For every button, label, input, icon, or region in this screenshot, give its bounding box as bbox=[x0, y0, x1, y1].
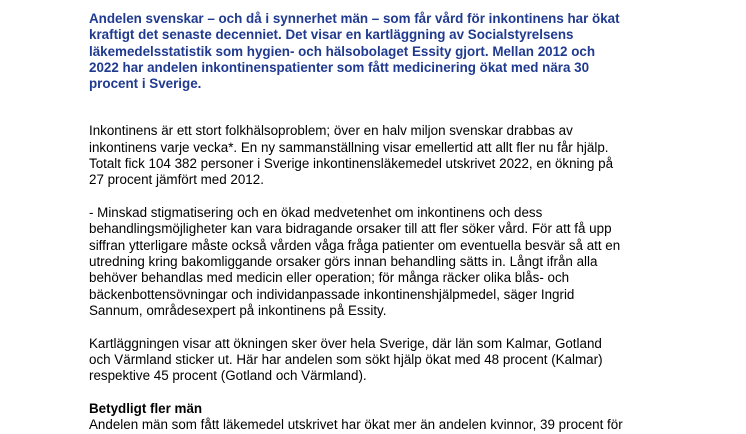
body-paragraph-3: Kartläggningen visar att ökningen sker över hela Sverige, där län som Kalmar, Gotland och Värmland sticker ut. Här har andelen som sökt hjälp ökat med 48 procent (Kalmar) respektive 45 procent (Gotland och Värmland). bbox=[89, 335, 603, 384]
body-paragraph-2: - Minskad stigmatisering och en ökad medvetenhet om inkontinens och dess behandlingsmöjligheter kan vara bidragande orsaker till att fler söker vård. För att få upp siffran ytterligare måste också vården våga fråga patienter om eventuella besvär så att en utredning kring bakomliggande orsaker görs innan behandling sätts in. Långt ifrån alla behöver behandlas med medicin eller operation; för många räcker olika blås- och bäckenbottensövningar och individanpassade inkontinenshjälpmedel, säger Ingrid Sannum, områdesexpert på inkontinens på Essity. bbox=[89, 205, 621, 318]
lead-paragraph: Andelen svenskar – och då i synnerhet män – som får vård för inkontinens har ökat kraftigt det senaste decenniet. Det visar en kartläggning av Socialstyrelsens läkemedelsstatistik som hygien- och hälsobolaget Essity gjort. Mellan 2012 och 2022 har andelen inkontinenspatienter som fått medicinering ökat med nära 30 procent i Sverige. bbox=[89, 11, 620, 92]
document-page bbox=[89, 11, 649, 434]
section-heading: Betydligt fler män bbox=[89, 401, 203, 417]
body-paragraph-4: Andelen män som fått läkemedel utskrivet har ökat mer än andelen kvinnor, 39 procent för bbox=[89, 417, 623, 433]
body-paragraph-1: Inkontinens är ett stort folkhälsoproblem; över en halv miljon svenskar drabbas av inkontinens varje vecka*. En ny sammanställning visar emellertid att allt fler nu får hjälp. Totalt fick 104 382 personer i Sverige inkontinensläkemedel utskrivet 2022, en ökning på 27 procent jämfört med 2012. bbox=[89, 123, 614, 188]
